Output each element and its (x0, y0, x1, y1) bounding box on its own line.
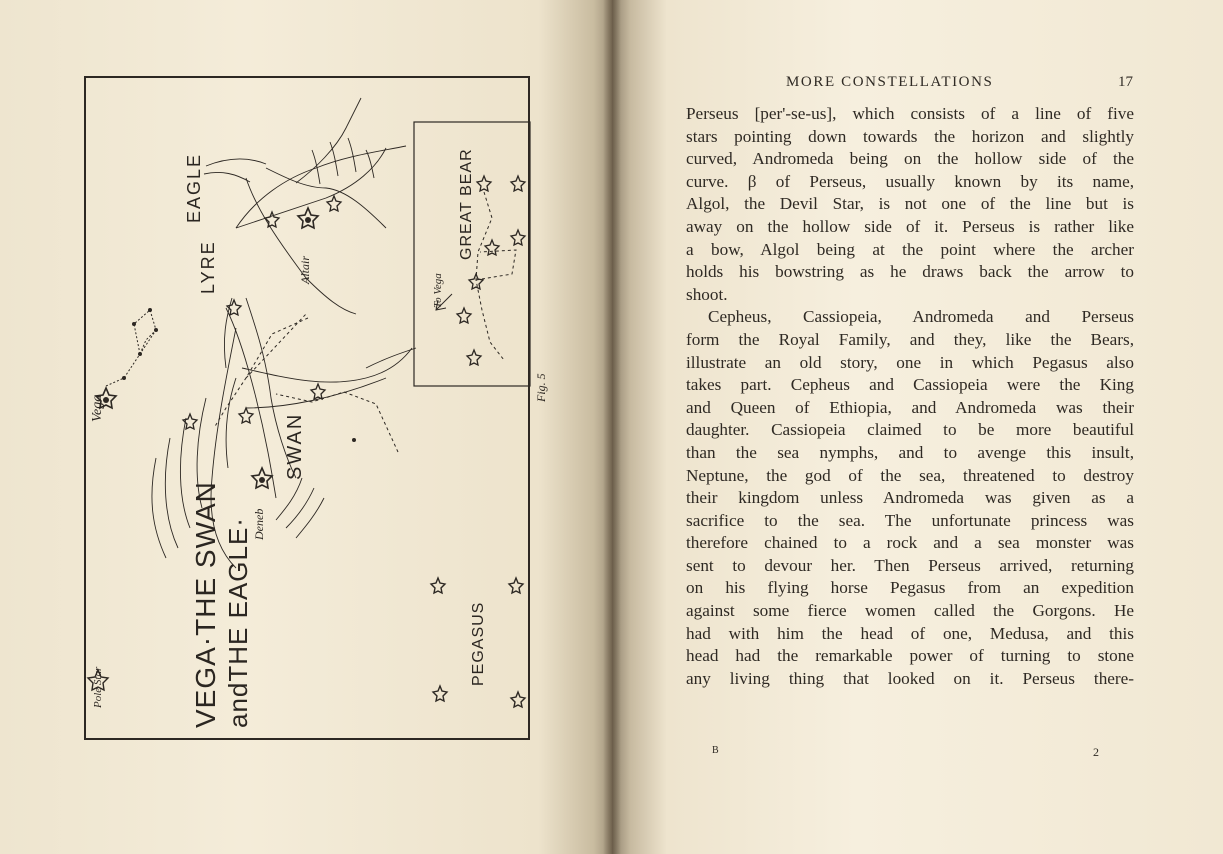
text-line: and Queen of Ethiopia, and Andromeda was their (686, 397, 1134, 417)
great-bear-star-3 (485, 240, 499, 255)
lyre-star-5 (132, 322, 136, 326)
eagle-star-2 (327, 196, 341, 211)
book-gutter (603, 0, 621, 854)
text-line: form the Royal Family, and they, like the Bears, (686, 329, 1134, 349)
text-line: their kingdom unless Andromeda was given as a (686, 488, 1134, 508)
label-great-bear: GREAT BEAR (458, 148, 475, 260)
text-line: Perseus [per'-se-us], which consists of a line of five (686, 104, 1134, 123)
great-bear-star-4 (511, 230, 525, 245)
swan-star-1 (183, 414, 197, 429)
constellation-figure (84, 76, 548, 740)
label-to-vega: To Vega (432, 273, 444, 308)
great-bear-lines (476, 192, 516, 360)
text-line: holds his bowstring as he draws back the arrow to (686, 262, 1134, 282)
label-pegasus: PEGASUS (470, 601, 487, 686)
text-line: against some fierce women called the Gorgons. He (686, 601, 1134, 621)
text-line: away on the hollow side of it. Perseus is rather like (686, 216, 1134, 236)
pegasus-star-3 (433, 686, 447, 701)
figure-caption: Fig. 5 (534, 373, 548, 402)
label-vega: Vega (90, 394, 105, 422)
great-bear-star-6 (457, 308, 471, 323)
text-line: illustrate an old story, one in which Pegasus also (686, 352, 1134, 372)
body-text (686, 103, 1134, 690)
text-line: than the sea nymphs, and to avenge this insult, (686, 442, 1134, 462)
text-line: curved, Andromeda being on the hollow side of the (686, 149, 1134, 169)
text-line: curve. β of Perseus, usually known by its name, (686, 171, 1134, 191)
figure-title-line-2: andTHE EAGLE· (223, 517, 253, 728)
paragraph-2 (686, 306, 1134, 690)
swan-star-3 (227, 300, 241, 315)
great-bear-star-1 (477, 176, 491, 191)
text-line: head had the remarkable power of turning to stone (686, 646, 1134, 666)
lyre-star-4 (148, 308, 152, 312)
lyre-star-3 (154, 328, 158, 332)
gathering-number: 2 (1093, 745, 1099, 759)
altair-star (298, 208, 318, 228)
text-line: takes part. Cepheus and Cassiopeia were the King (686, 375, 1134, 395)
swan-star-2 (239, 408, 253, 423)
label-pole-star: Pole Star (92, 666, 104, 708)
paragraph-1 (686, 103, 1134, 306)
great-bear-star-5 (469, 274, 483, 289)
lyre-lines (106, 310, 156, 386)
text-line: a bow, Algol being at the point where the archer (686, 239, 1134, 259)
text-line: had with him the head of one, Medusa, and this (686, 623, 1134, 643)
swan-star-4 (311, 384, 325, 399)
lyre-star-1 (122, 376, 126, 380)
small-star-61 (352, 438, 356, 442)
figure-title-line-1: VEGA·THE SWAN (190, 481, 221, 728)
running-head: MORE CONSTELLATIONS (786, 74, 994, 90)
text-line: on his flying horse Pegasus from an expedition (686, 578, 1134, 598)
pegasus-star-4 (511, 692, 525, 707)
label-swan: SWAN (284, 412, 306, 480)
text-line: any living thing that looked on it. Perseus there- (686, 668, 1134, 688)
label-eagle: EAGLE (184, 152, 204, 223)
text-line: sent to devour her. Then Perseus arrived, returning (686, 555, 1134, 575)
label-altair: Altair (298, 255, 312, 284)
great-bear-star-7 (467, 350, 481, 365)
pegasus-star-2 (509, 578, 523, 593)
great-bear-star-2 (511, 176, 525, 191)
text-line: sacrifice to the sea. The unfortunate princess was (686, 510, 1134, 530)
text-line: Algol, the Devil Star, is not one of the line but is (686, 194, 1134, 214)
lyre-star-2 (138, 352, 142, 356)
text-line: Neptune, the god of the sea, threatened to destroy (686, 465, 1134, 485)
pegasus-star-1 (431, 578, 445, 593)
text-line: Cepheus, Cassiopeia, Andromeda and Perseus (708, 307, 1134, 327)
text-line: shoot. (686, 284, 728, 304)
page-number: 17 (1118, 74, 1133, 90)
signature-mark: B (712, 745, 719, 756)
text-line: therefore chained to a rock and a sea monster was (686, 533, 1134, 553)
label-lyre: LYRE (198, 240, 218, 294)
deneb-star (252, 468, 272, 488)
text-line: stars pointing down towards the horizon and slightly (686, 126, 1134, 146)
text-line: daughter. Cassiopeia claimed to be more beautiful (686, 420, 1134, 440)
label-deneb: Deneb (252, 508, 266, 540)
